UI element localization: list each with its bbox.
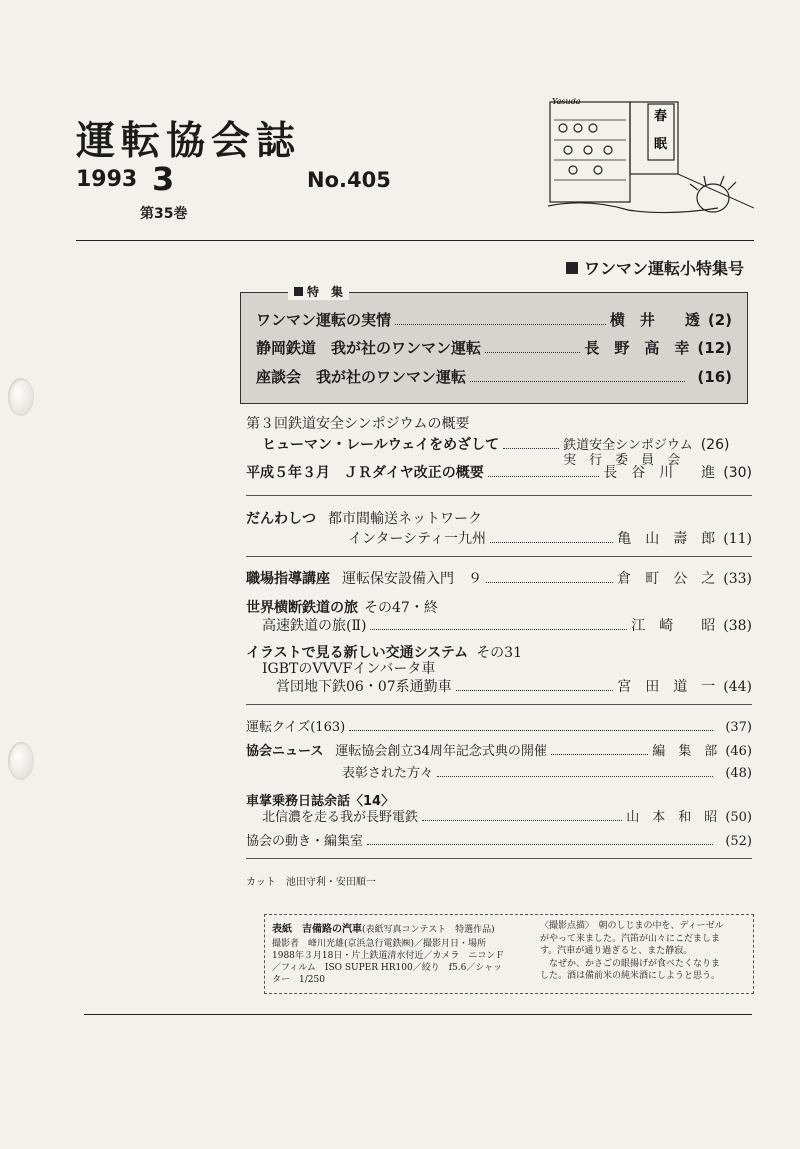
feature-item-page: (12) bbox=[697, 339, 732, 357]
illus-sign-spring: 春 bbox=[654, 109, 668, 124]
news-series: 協会ニュース bbox=[246, 744, 324, 759]
cover-comment-line: す。汽車が通り過ぎると、また静寂。 bbox=[540, 946, 693, 956]
section-rule bbox=[246, 495, 752, 496]
news-item1-author: 編 集 部 bbox=[652, 744, 718, 759]
illus-doll-2 bbox=[574, 124, 582, 132]
sekai-title: 高速鉄道の旅(Ⅱ) bbox=[262, 618, 367, 634]
sekai-part: その47・終 bbox=[364, 600, 438, 616]
feature-label bbox=[288, 283, 349, 300]
issue-subtitle bbox=[566, 256, 744, 279]
illus-frame-left bbox=[550, 102, 630, 202]
issue-subtitle-text: ワンマン運転小特集号 bbox=[583, 259, 744, 278]
section-rule bbox=[246, 858, 752, 859]
toc-news-1[interactable] bbox=[246, 740, 752, 759]
shokuba-author: 倉 町 公 之 bbox=[617, 571, 716, 587]
feature-item-2[interactable] bbox=[256, 337, 732, 358]
dia-page: (30) bbox=[723, 465, 752, 481]
cover-heading-title: 表紙 吉備路の汽車 bbox=[272, 924, 362, 935]
toc-quiz[interactable] bbox=[246, 716, 752, 735]
leader-dots bbox=[486, 582, 613, 583]
section-rule bbox=[246, 556, 752, 557]
danwa-page: (11) bbox=[723, 531, 752, 547]
feature-item-3[interactable] bbox=[256, 366, 732, 387]
cover-comment-line: なぜか、かさごの眼揚げが食べたくなりま bbox=[540, 958, 721, 969]
news-item2-page: (48) bbox=[725, 766, 752, 781]
feature-item-author: 横 井 透 bbox=[609, 311, 700, 329]
cover-comment-line: した。酒は備前米の純米酒にしようと思う。 bbox=[540, 971, 721, 981]
shokuba-title: 運転保安設備入門 ９ bbox=[342, 571, 482, 587]
illust-line2: 営団地下鉄06・07系通勤車 bbox=[276, 679, 452, 695]
danwa-author: 亀 山 壽 郎 bbox=[617, 531, 716, 547]
quiz-title: 運転クイズ(163) bbox=[246, 720, 346, 735]
leader-dots bbox=[490, 542, 613, 543]
leader-dots bbox=[395, 324, 606, 325]
news-item1: 運転協会創立34周年記念式典の開催 bbox=[335, 744, 547, 759]
toc-symposium-heading bbox=[246, 413, 470, 433]
illus-doll-1 bbox=[559, 124, 567, 132]
magazine-title: 運転協会誌 bbox=[76, 119, 302, 164]
shasho-author: 山 本 和 昭 bbox=[626, 810, 718, 825]
illust-page: (44) bbox=[723, 679, 752, 695]
cover-credit-line: 撮影者 峰川光雄(京浜急行電鉄㈱)／撮影月日・場所 bbox=[272, 939, 487, 949]
leader-dots bbox=[485, 352, 580, 353]
hina-doll-illustration bbox=[548, 98, 754, 224]
shasho-title: 北信濃を走る我が長野電鉄 bbox=[262, 810, 419, 825]
leader-dots bbox=[349, 730, 713, 731]
illus-sign-sleep: 眠 bbox=[654, 137, 668, 152]
leader-dots bbox=[470, 381, 685, 382]
feature-item-author: 長 野 高 幸 bbox=[584, 339, 690, 357]
shokuba-page: (33) bbox=[723, 571, 752, 587]
toc-ugoki[interactable] bbox=[246, 830, 752, 849]
toc-sekai-heading bbox=[246, 597, 438, 617]
issue-year: 1993 bbox=[76, 167, 138, 192]
toc-illust-line1 bbox=[262, 658, 435, 678]
illus-doll-3 bbox=[589, 124, 597, 132]
issue-month: 3 bbox=[152, 160, 175, 198]
illus-futon bbox=[548, 203, 718, 213]
leader-dots bbox=[488, 476, 600, 477]
toc-dia[interactable] bbox=[246, 462, 752, 482]
dia-title: 平成５年３月 ＪＲダイヤ改正の概要 bbox=[246, 465, 484, 481]
section-rule bbox=[246, 704, 752, 705]
dia-author: 長 谷 川 進 bbox=[603, 465, 716, 481]
feature-item-page: (2) bbox=[707, 311, 732, 329]
ugoki-page: (52) bbox=[725, 834, 752, 849]
sekai-author: 江 崎 昭 bbox=[631, 618, 716, 634]
toc-danwa[interactable] bbox=[348, 528, 752, 548]
feature-item-title: 座談会 我が社のワンマン運転 bbox=[256, 368, 467, 386]
illust-part: その31 bbox=[476, 645, 523, 661]
cover-comment bbox=[540, 920, 724, 983]
leader-dots bbox=[422, 820, 622, 821]
illus-doll-7 bbox=[569, 166, 577, 174]
footer-rule bbox=[84, 1014, 752, 1015]
masthead-rule bbox=[76, 240, 754, 241]
danwa-series: だんわしつ bbox=[246, 511, 316, 527]
sekai-series: 世界横断鉄道の旅 bbox=[246, 600, 358, 616]
leader-dots bbox=[367, 844, 713, 845]
cover-credit-line: ター 1/250 bbox=[272, 975, 325, 985]
danwa-line2: インターシティ一九州 bbox=[348, 531, 487, 547]
cover-heading-note: (表紙写真コンテスト 特選作品) bbox=[362, 925, 495, 935]
feature-item-title: 静岡鉄道 我が社のワンマン運転 bbox=[256, 339, 482, 357]
cover-credit-line: ／フィルム ISO SUPER HR100／絞り f5.6／シャッ bbox=[272, 963, 503, 973]
binder-hole-bottom bbox=[8, 742, 34, 780]
news-item2: 表彰された方々 bbox=[342, 766, 434, 781]
binder-hole-top bbox=[8, 378, 34, 416]
symposium-title: ヒューマン・レールウェイをめざして bbox=[262, 437, 500, 453]
leader-dots bbox=[551, 754, 648, 755]
feature-label-text: 特 集 bbox=[307, 285, 344, 299]
square-bullet-icon bbox=[294, 287, 303, 296]
shasho-page: (50) bbox=[725, 810, 752, 825]
toc-danwa-line1 bbox=[246, 508, 482, 528]
symposium-heading: 第３回鉄道安全シンポジウムの概要 bbox=[246, 416, 470, 432]
illus-doll-6 bbox=[604, 146, 612, 154]
cover-comment-line: がやって来ました。汽笛が山々にこだましま bbox=[540, 933, 721, 944]
feature-item-page: (16) bbox=[697, 368, 732, 386]
leader-dots bbox=[503, 448, 559, 449]
cover-comment-line: 〈撮影点描〉 朝のしじまの中を、ディーゼル bbox=[540, 921, 724, 931]
cover-credit-line: 1988年３月18日・片上鉄道清水付近／カメラ ニコンＦ bbox=[272, 951, 505, 961]
toc-shokuba[interactable] bbox=[246, 568, 752, 588]
symposium-author-line2: 実 行 委 員 会 bbox=[563, 453, 681, 468]
issue-number: No.405 bbox=[307, 168, 391, 192]
toc-sekai[interactable] bbox=[262, 615, 752, 635]
leader-dots bbox=[370, 629, 627, 630]
leader-dots bbox=[437, 776, 713, 777]
illust-author: 宮 田 道 一 bbox=[617, 679, 716, 695]
illus-sleeping-figure bbox=[697, 184, 729, 212]
cut-credit: カット 池田守利・安田順一 bbox=[246, 877, 376, 888]
cover-heading bbox=[272, 920, 495, 935]
toc-shasho[interactable] bbox=[262, 806, 752, 825]
illus-doll-5 bbox=[584, 146, 592, 154]
illus-signature: Yasuda bbox=[552, 98, 581, 106]
quiz-page: (37) bbox=[725, 720, 752, 735]
feature-item-1[interactable] bbox=[256, 309, 732, 330]
ugoki-title: 協会の動き・編集室 bbox=[246, 834, 364, 849]
shokuba-series: 職場指導講座 bbox=[246, 571, 330, 587]
symposium-page: (26) bbox=[700, 437, 730, 453]
news-item1-page: (46) bbox=[725, 744, 752, 759]
illus-doll-8 bbox=[594, 166, 602, 174]
toc-illust[interactable] bbox=[276, 676, 752, 696]
illust-series: イラストで見る新しい交通システム bbox=[246, 645, 469, 661]
cover-credit bbox=[272, 938, 504, 986]
feature-item-title: ワンマン運転の実情 bbox=[256, 311, 392, 329]
square-bullet-icon bbox=[566, 262, 578, 274]
leader-dots bbox=[456, 690, 614, 691]
shasho-series: 車掌乗務日誌余話〈14〉 bbox=[246, 794, 395, 809]
danwa-line1: 都市間輸送ネットワーク bbox=[328, 511, 482, 527]
symposium-author-line1: 鉄道安全シンポジウム bbox=[563, 438, 693, 453]
illust-line1: IGBTのVVVFインバータ車 bbox=[262, 661, 436, 677]
sekai-page: (38) bbox=[723, 618, 752, 634]
volume-number: 第35巻 bbox=[140, 206, 188, 222]
illus-shelves bbox=[554, 120, 626, 180]
toc-news-2[interactable] bbox=[342, 762, 752, 781]
illus-doll-4 bbox=[564, 146, 572, 154]
